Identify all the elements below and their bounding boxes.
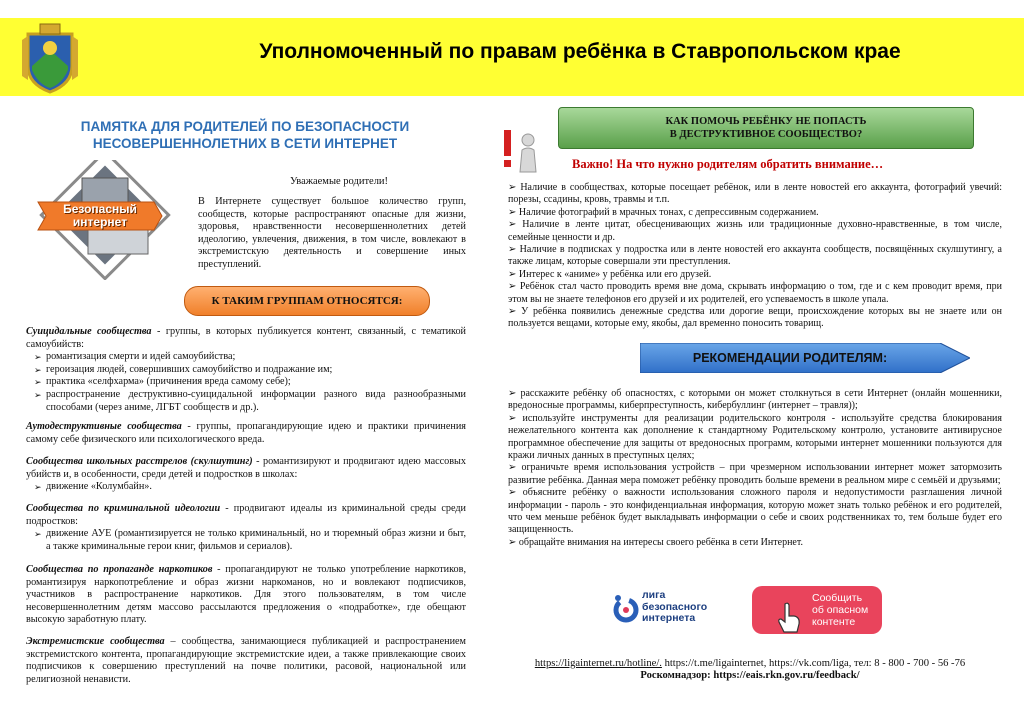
- liga-logo-icon: [612, 592, 642, 628]
- term-criminal: Сообщества по криминальной идеологии: [26, 503, 221, 514]
- section-suicide: [26, 326, 466, 414]
- list-item: ➢ используйте инструменты для реализации родительского контроля - используйте средства блокирования нежелательного контента как дополнение к стандартному Родительскому контролю, установите антивирусное программное обеспечение для защиты от вредоносных программ, которыми интернет мошенники пользуются для кражи личных данных в преступных целях;: [508, 412, 1002, 462]
- hotline-link[interactable]: https://ligainternet.ru/hotline/.: [534, 658, 662, 669]
- list-item: ➢ распространение деструктивно-суицидальной информации разного вида разнообразными способами (через аниме, ЛГБТ сообществ и др.).: [26, 389, 466, 414]
- intro-text: В Интернете существует большое количество групп, сообществ, которые распространяют опасные для жизни, здоровья, нравственности несовершеннолетних детей идеологию, увлечения, движения, в том числе, вовлекают в экстремистскую деятельность и совершение иных преступлений.: [198, 196, 466, 270]
- section-extremist: [26, 636, 466, 686]
- list-item: ➢ Интерес к «аниме» у ребёнка или его друзей.: [508, 268, 712, 280]
- list-item: ➢ Ребёнок стал часто проводить время вне дома, скрывать информацию о том, где и с кем проводит время, при этом вы не знаете телефонов его друзей и их родителей, его успеваемость в школе упала.: [508, 281, 1002, 305]
- term-suicide: Суицидальные сообщества: [26, 326, 152, 337]
- criminal-list: [26, 528, 466, 553]
- text-drugs: - пропагандируют не только употребление наркотиков, романтизируя наркопотребление и образ жизни наркоманов, но и вовлекают подписчиков, участников в распространение наркотиков. Для этого пользователям, в том числе несовершеннолетним детям массово рассылаются предложения о «подработке», где обещают высокую заработную плату.: [26, 564, 466, 626]
- list-item: ➢ Наличие в ленте цитат, обесценивающих жизнь или традиционные духовно-нравственные, в том числе, семейные ценности и др.: [508, 219, 1002, 243]
- list-item: ➢ обращайте внимания на интересы своего ребёнка в сети Интернет.: [508, 536, 803, 548]
- section-criminal: [26, 503, 466, 553]
- list-item: ➢ движение «Колумбайн».: [26, 481, 466, 494]
- text-criminal: - продвигают идеалы из криминальной среды среди подростков:: [26, 503, 466, 527]
- suicide-list: [26, 351, 466, 414]
- text-school: - романтизируют и продвигают идею массовых убийств и, в особенности, среди детей и подростков в школах:: [26, 456, 467, 480]
- list-item: ➢ практика «селфхарма» (причинения вреда самому себе);: [26, 376, 466, 389]
- term-drugs: Сообщества по пропаганде наркотиков: [26, 564, 213, 575]
- memo-title-line2: НЕСОВЕРШЕННОЛЕТНИХ В СЕТИ ИНТЕРНЕТ: [92, 136, 398, 151]
- list-item: ➢ У ребёнка появились денежные средства или дорогие вещи, происхождение которых вы не знаете или он пользуется вещами, которые ему, якобы, дал временно поносить товарищ.: [508, 306, 1002, 330]
- recommendations-list: [508, 388, 1002, 549]
- memo-title: [40, 118, 450, 152]
- report-line1: Сообщить: [812, 592, 863, 604]
- list-item: ➢ романтизация смерти и идей самоубийства;: [26, 351, 466, 364]
- logo-text-1: Безопасный: [63, 202, 137, 216]
- safe-internet-logo: [30, 160, 180, 280]
- text-suicide: - группы, в которых публикуется контент, связанный, с тематикой самоубийств:: [26, 326, 466, 350]
- list-item: ➢ объясните ребёнку о важности использования сложного пароля и недопустимости разглашения личной информации - пароль - это конфиденциальная информация, которую может знать только ребёнок и его родителей, что чем меньше ребёнок будет выкладывать информации о себе и своих родственниках то, тем больше будет его защищенность.: [508, 487, 1002, 536]
- page-title: Уполномоченный по правам ребёнка в Ставропольском крае: [259, 40, 901, 63]
- important-heading: Важно! На что нужно родителям обратить внимание…: [572, 157, 884, 171]
- pointer-hand-icon: [776, 602, 802, 634]
- text-extremist: – сообщества, занимающиеся публикацией и распространением экстремистского контента, пропагандирующие экстремистские идеи, а также привлекающие своих подписчиков к совершению преступлений на почве политики, расовой, национальной или религиозной ненависти.: [26, 636, 466, 685]
- howto-line2: В ДЕСТРУКТИВНОЕ СООБЩЕСТВО?: [669, 129, 863, 140]
- list-item: ➢ Наличие в подписках у подростка или в ленте новостей его аккаунта сообществ, посвящённых скулшутингу, а также лицам, которые совершали эти преступления.: [508, 244, 1002, 268]
- section-school: [26, 456, 466, 494]
- greeting: Уважаемые родители!: [290, 176, 389, 187]
- groups-heading-button: К ТАКИМ ГРУППАМ ОТНОСЯТСЯ:: [184, 286, 430, 316]
- report-content-button[interactable]: [752, 586, 882, 634]
- list-item: ➢ движение АУЕ (романтизируется не только криминальный, но и тюремный образ жизни и быт, а также криминальные герои книг, фильмов и сериалов).: [26, 528, 466, 553]
- term-autodestructive: Аутодеструктивные сообщества: [26, 421, 182, 432]
- liga-text-3: интернета: [642, 612, 696, 624]
- roskomnadzor-line: Роскомнадзор: https://eais.rkn.gov.ru/feedback/: [640, 670, 860, 681]
- list-item: ➢ расскажите ребёнку об опасностях, с которыми он может столкнуться в сети Интернет (онлайн мошенники, вредоносные программы, киберпреступность, кибербуллинг (интернет – травля));: [508, 388, 1002, 412]
- report-line3: контенте: [812, 616, 856, 628]
- text-autodestructive: - группы, пропагандирующие идею и практики причинения самому себе физического или психологического вреда.: [26, 421, 466, 445]
- section-autodestructive: [26, 421, 466, 446]
- report-line2: об опасном: [812, 604, 869, 616]
- list-item: ➢ ограничьте время использования устройств – при чрезмерном использовании интернет может затормозить развитие ребёнка. Данная мера поможет ребёнку проводить больше времени в реальном мире с семьёй и друзьями;: [508, 462, 1002, 486]
- liga-text-2: безопасного: [642, 600, 708, 613]
- list-item: ➢ Наличие в сообществах, которые посещает ребёнок, или в ленте новостей его аккаунта, фотографий увечий: порезы, ссадины, кровь, травмы и т.п.: [508, 182, 1002, 206]
- liga-logo[interactable]: [612, 590, 730, 630]
- recommendations-banner: [640, 343, 970, 373]
- rec-title: РЕКОМЕНДАЦИИ РОДИТЕЛЯМ:: [692, 351, 888, 365]
- coat-of-arms-icon: [18, 20, 82, 94]
- exclamation-person-icon: [498, 128, 544, 174]
- contacts-text: https://t.me/ligainternet, https://vk.com/liga, тел: 8 - 800 - 700 - 56 -76: [661, 658, 966, 669]
- logo-text-2: интернет: [72, 214, 128, 229]
- term-extremist: Экстремистские сообщества: [26, 636, 165, 647]
- liga-text-1: лига: [642, 589, 666, 601]
- list-item: ➢ Наличие фотографий в мрачных тонах, с депрессивным содержанием.: [508, 206, 819, 218]
- contacts-line: [500, 657, 1000, 670]
- how-to-help-banner: [558, 107, 974, 149]
- attention-list: [508, 182, 1002, 331]
- term-school: Сообщества школьных расстрелов (скулшутинг): [26, 456, 253, 467]
- section-drugs: [26, 564, 466, 627]
- memo-title-line1: ПАМЯТКА ДЛЯ РОДИТЕЛЕЙ ПО БЕЗОПАСНОСТИ: [80, 119, 410, 134]
- list-item: ➢ героизация людей, совершивших самоубийство и подражание им;: [26, 364, 466, 377]
- school-list: [26, 481, 466, 494]
- howto-line1: КАК ПОМОЧЬ РЕБЁНКУ НЕ ПОПАСТЬ: [665, 116, 867, 127]
